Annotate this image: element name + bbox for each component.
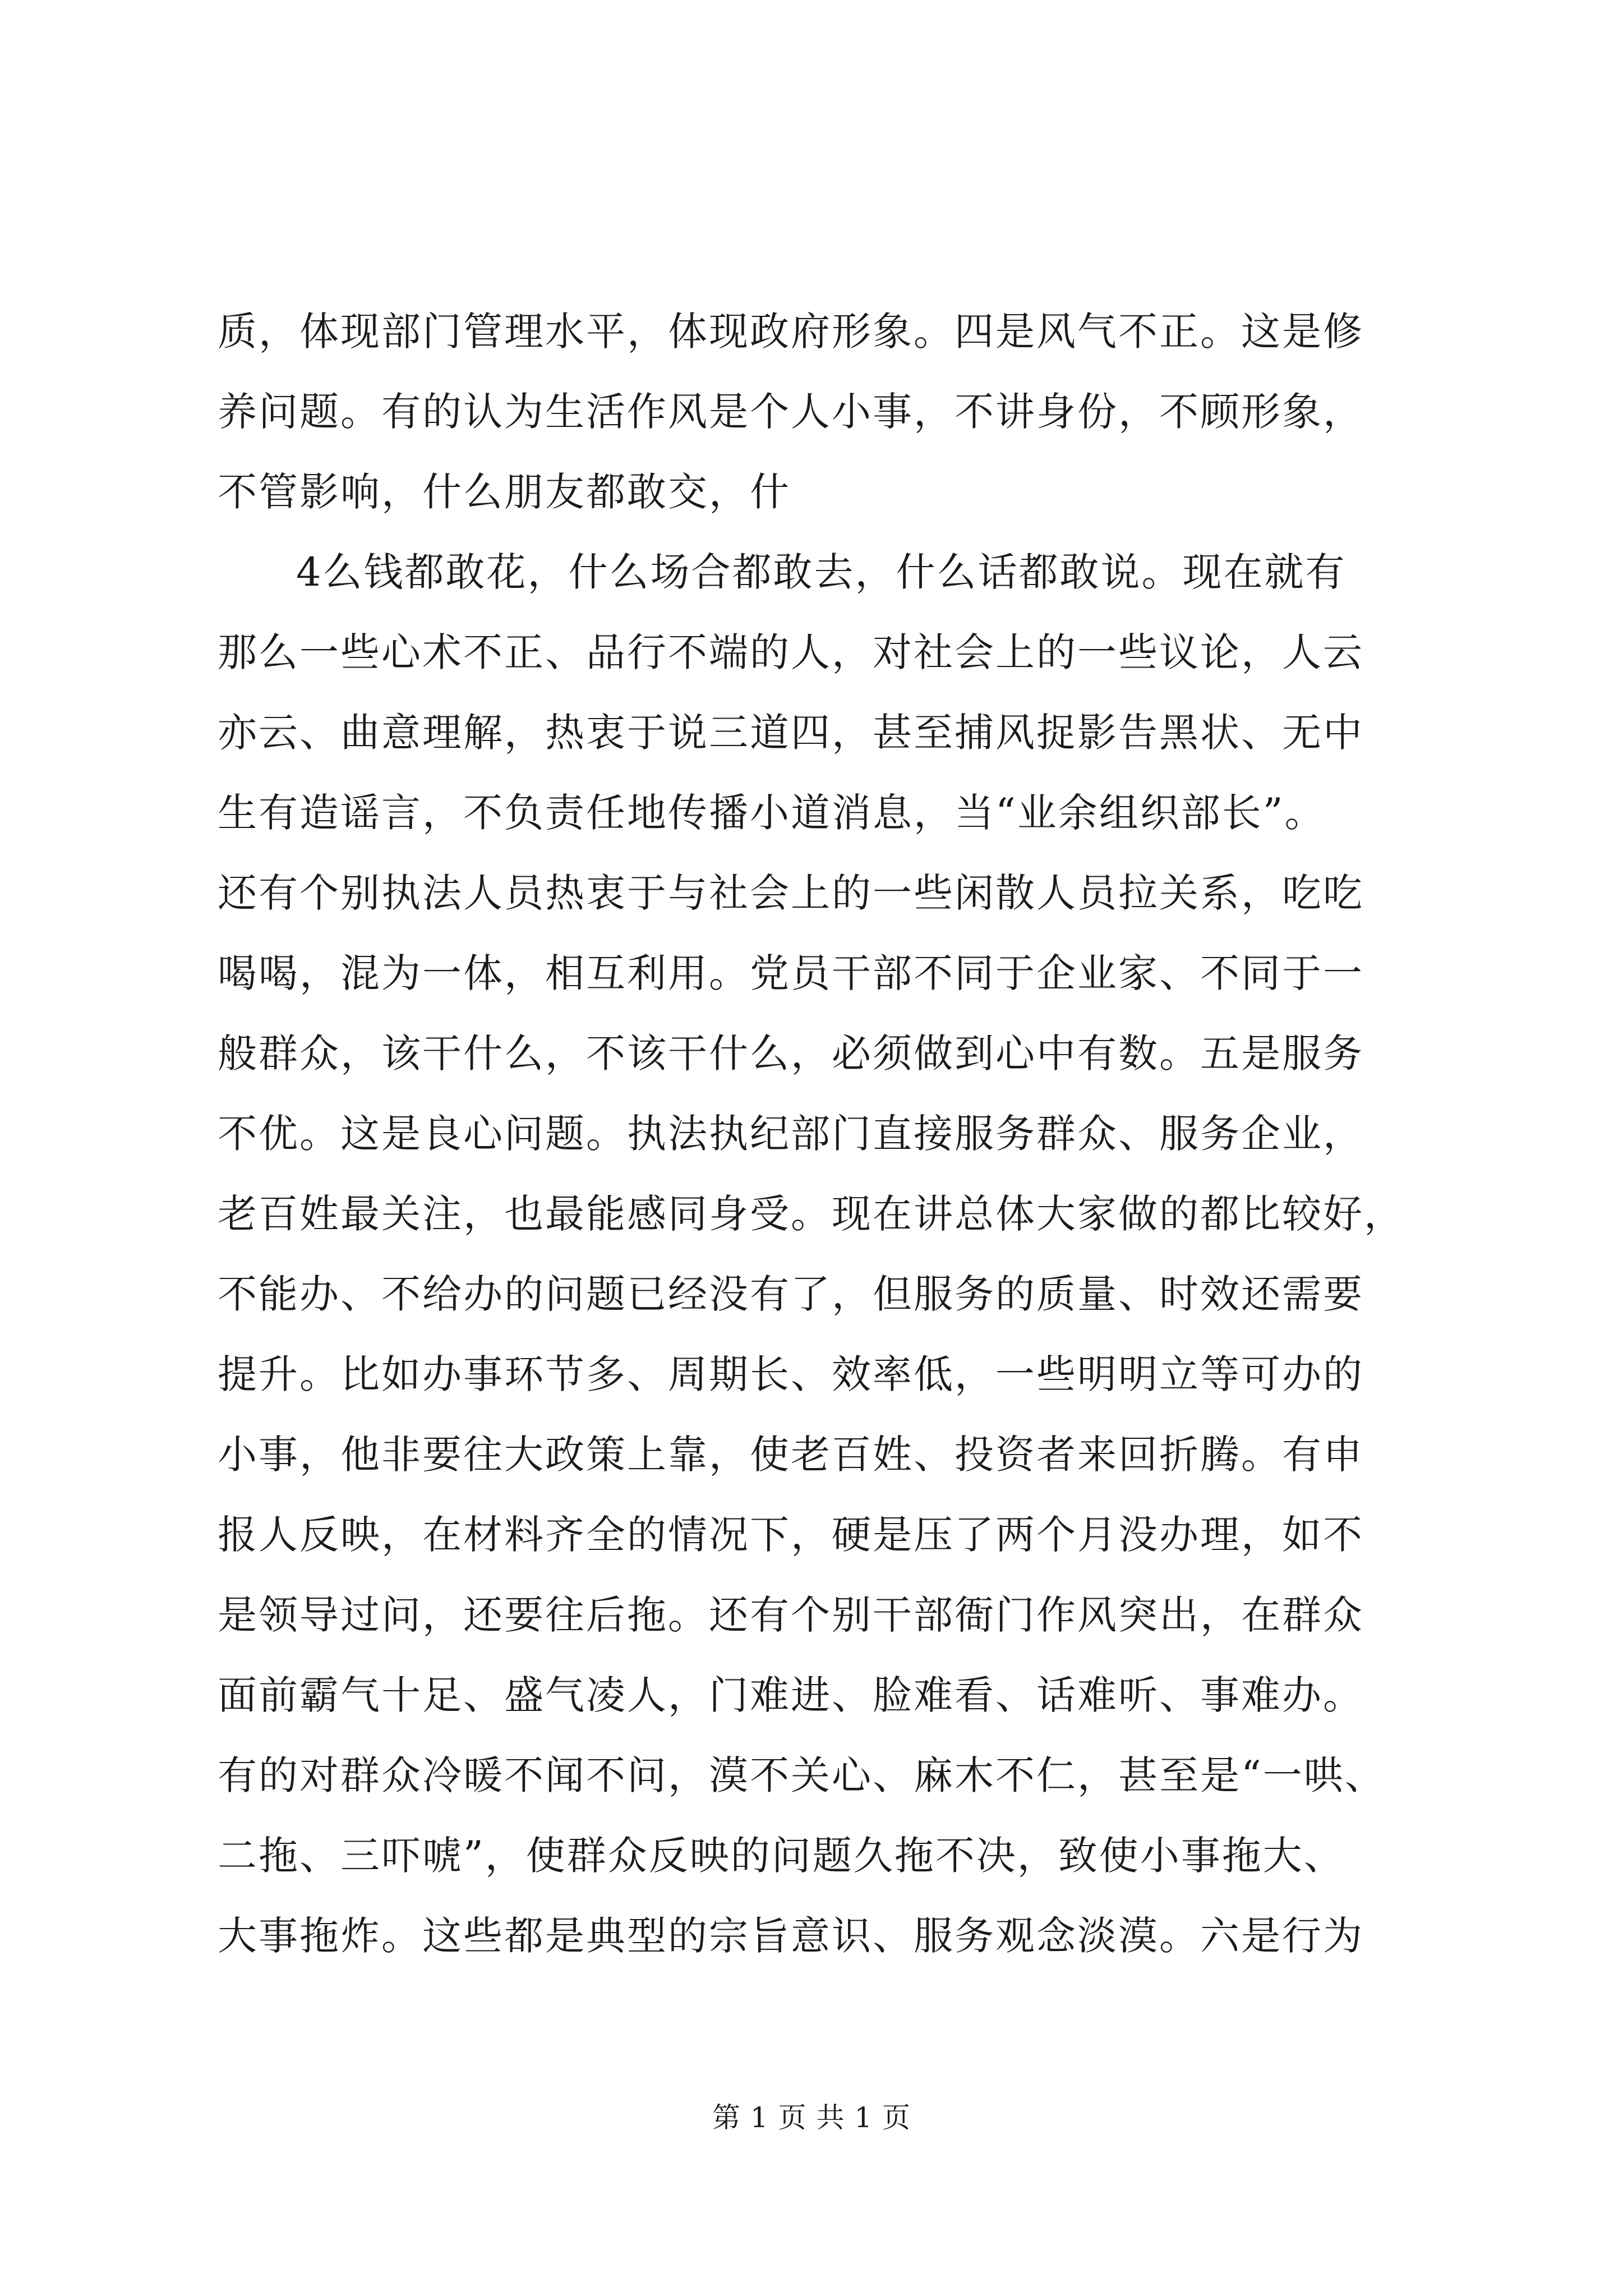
text-line: 是领导过问，还要往后拖。还有个别干部衙门作风突出，在群众 (218, 1592, 1364, 1638)
text-line: 生有造谣言，不负责任地传播小道消息，当“业余组织部长”。 (218, 790, 1326, 836)
text-line: 那么一些心术不正、品行不端的人，对社会上的一些议论，人云 (218, 629, 1364, 675)
text-line: 二拖、三吓唬”，使群众反映的问题久拖不决，致使小事拖大、 (218, 1833, 1345, 1879)
text-line: 不管影响，什么朋友都敢交，什 (218, 469, 791, 515)
text-line: 不优。这是良心问题。执法执纪部门直接服务群众、服务企业， (218, 1111, 1364, 1157)
paragraph-start-line: 4么钱都敢花，什么场合都敢去，什么话都敢说。现在就有 (296, 549, 1347, 595)
text-line: 提升。比如办事环节多、周期长、效率低，一些明明立等可办的 (218, 1351, 1364, 1397)
text-line: 大事拖炸。这些都是典型的宗旨意识、服务观念淡漠。六是行为 (218, 1913, 1364, 1959)
text-line: 面前霸气十足、盛气凌人，门难进、脸难看、话难听、事难办。 (218, 1672, 1364, 1718)
text-line: 还有个别执法人员热衷于与社会上的一些闲散人员拉关系，吃吃 (218, 870, 1364, 916)
text-line: 质，体现部门管理水平，体现政府形象。四是风气不正。这是修 (218, 309, 1364, 355)
text-line: 般群众，该干什么，不该干什么，必须做到心中有数。五是服务 (218, 1030, 1364, 1076)
text-line: 老百姓最关注，也最能感同身受。现在讲总体大家做的都比较好， (218, 1191, 1405, 1237)
page-footer: 第 1 页 共 1 页 (712, 2101, 911, 2134)
document-body (218, 292, 1407, 1976)
text-line: 喝喝，混为一体，相互利用。党员干部不同于企业家、不同于一 (218, 950, 1364, 996)
text-line: 不能办、不给办的问题已经没有了，但服务的质量、时效还需要 (218, 1271, 1364, 1317)
text-line: 有的对群众冷暖不闻不问，漠不关心、麻木不仁，甚至是“一哄、 (218, 1752, 1386, 1798)
text-line: 报人反映，在材料齐全的情况下，硬是压了两个月没办理，如不 (218, 1512, 1364, 1558)
text-line: 养问题。有的认为生活作风是个人小事，不讲身份，不顾形象， (218, 389, 1364, 435)
text-line: 亦云、曲意理解，热衷于说三道四，甚至捕风捉影告黑状、无中 (218, 710, 1364, 756)
text-line: 小事，他非要往大政策上靠，使老百姓、投资者来回折腾。有申 (218, 1432, 1364, 1478)
